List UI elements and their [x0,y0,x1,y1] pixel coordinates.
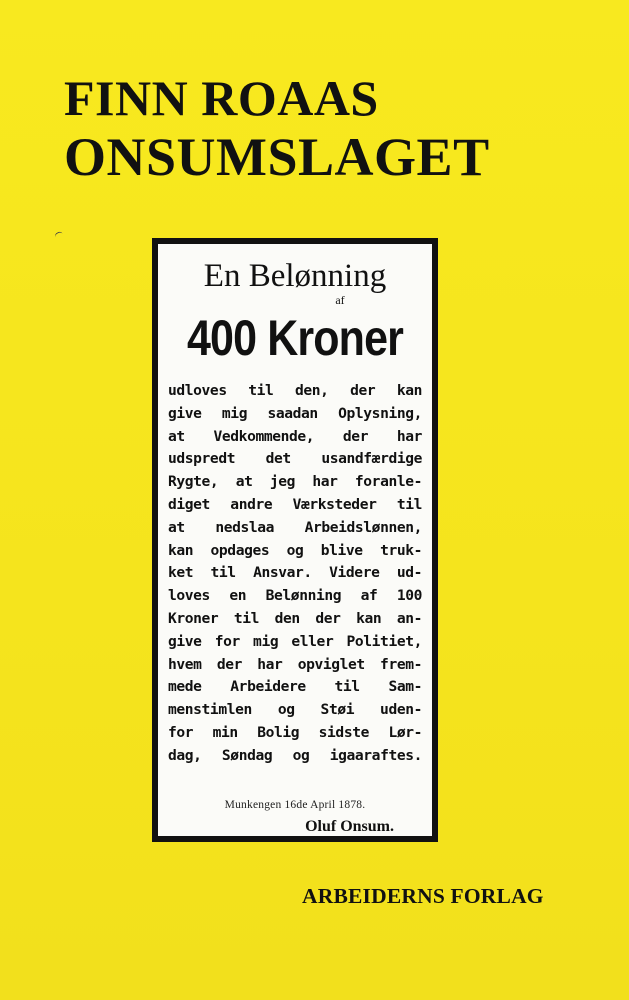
notice-line: at Vedkommende, der har [168,427,422,445]
notice-line: udloves til den, der kan [168,382,422,399]
notice-line: at nedslaa Arbeidslønnen, [168,518,422,536]
notice-line: ket til Ansvar. Videre ud- [168,564,422,582]
notice-line: Kroner til den der kan an- [168,609,422,627]
author-name: FINN ROAAS [64,70,379,126]
notice-line: loves en Belønning af 100 [168,587,422,605]
notice-line: menstimlen og Støi uden- [168,701,422,719]
notice-heading: En Belønning [203,258,387,294]
stray-mark [54,231,64,241]
publisher-name: ARBEIDERNS FORLAG [302,884,544,908]
notice-amount: 400 Kroner [186,310,404,366]
notice-line: diget andre Værksteder til [168,495,422,513]
notice-line: hvem der har opviglet frem- [168,655,422,673]
notice-signature: Oluf Onsum. [305,818,394,835]
notice-line: give for mig eller Politiet, [168,632,422,650]
notice-line: dag, Søndag og igaaraftes. [168,746,422,764]
notice-line: for min Bolig sidste Lør- [168,723,422,741]
notice-line: kan opdages og blive truk- [168,541,422,559]
notice-body [168,380,422,768]
notice-dateline: Munkengen 16de April 1878. [224,799,366,811]
notice-line: mede Arbeidere til Sam- [168,678,422,696]
notice-af: af [335,293,345,307]
notice-line: Rygte, at jeg har foranle- [168,473,422,491]
book-title: ONSUMSLAGET [64,127,490,187]
reward-notice [152,238,438,842]
notice-content [158,244,432,836]
notice-line: udspredt det usandfærdige [168,450,422,468]
notice-line: give mig saadan Oplysning, [168,404,422,422]
